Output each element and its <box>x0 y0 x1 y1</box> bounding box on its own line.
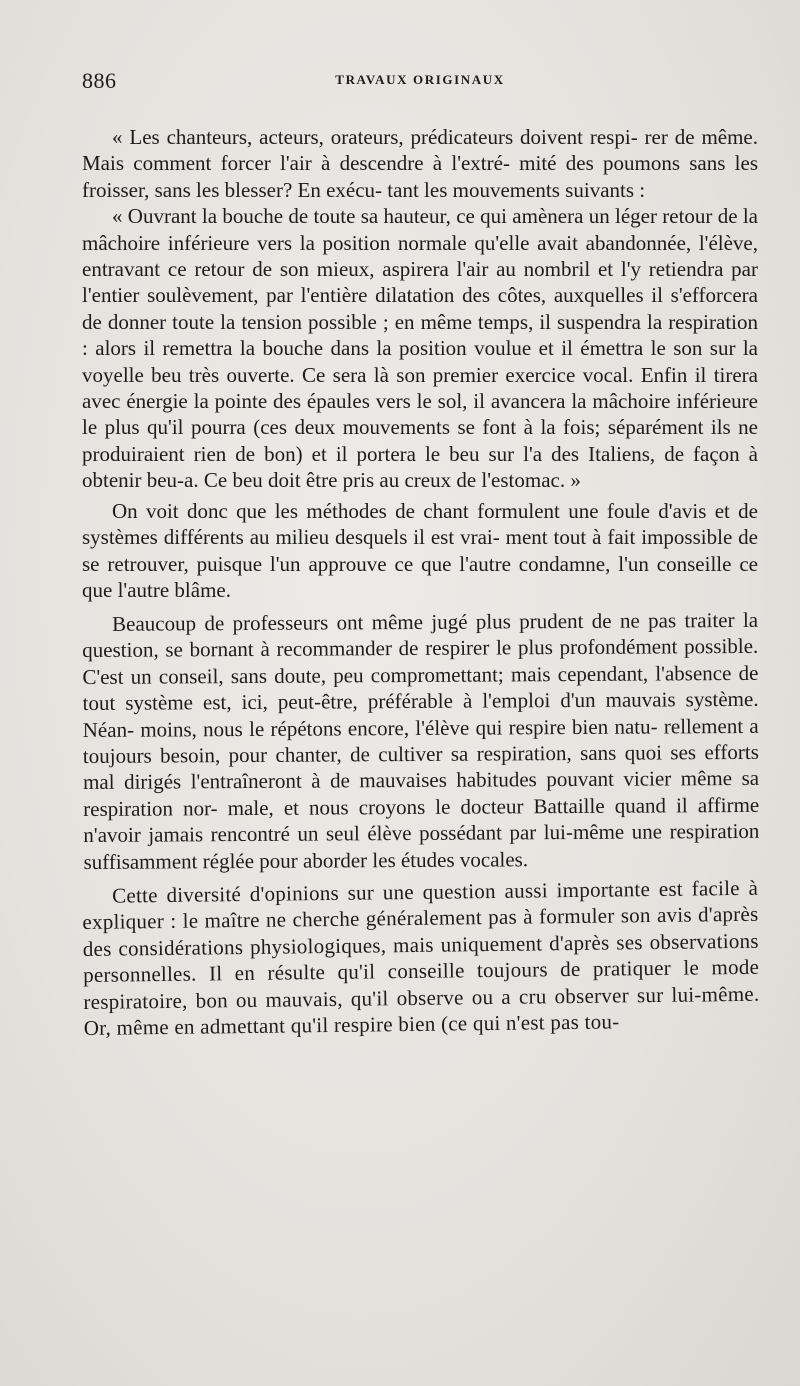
body-text <box>82 124 758 1042</box>
paragraph-methods: On voit donc que les méthodes de chant formulent une foule d'avis et de systèmes différents au milieu desquels il est vrai- ment tout à fait impossible de se retrouver, puisque l'un approuve ce que l'autre condamne, l'un conseille ce que l'autre blâme. <box>82 498 758 602</box>
page-header <box>82 66 758 106</box>
paragraph-quote-intro: « Les chanteurs, acteurs, orateurs, prédicateurs doivent respi- rer de même. Mais comment forcer l'air à descendre à l'extré- mité des poumons sans les froisser, sans les blesser? En exécu- tant les mouvements suivants : <box>82 125 758 202</box>
paragraph-professors: Beaucoup de professeurs ont même jugé plus prudent de ne pas traiter la question, se bornant à recommander de respirer le plus profondément possible. C'est un conseil, sans doute, peu compromettant; mais cependant, l'absence de tout système est, ici, peut-être, préférable à l'emploi d'un mauvais système. Néan- moins, nous le répétons encore, l'élève qui respire bien natu- rellement a toujours besoin, pour chanter, de cultiver sa respiration, sans quoi ses efforts mal dirigés l'entraîneront à de mauvaises habitudes pouvant vicier même sa respiration nor- male, et nous croyons le docteur Battaille quand il affirme n'avoir jamais rencontré un seul élève possédant par lui-même une respiration suffisamment réglée pour aborder les études vocales. <box>82 608 760 874</box>
paragraph-quote-exercise: « Ouvrant la bouche de toute sa hauteur, ce qui amènera un léger retour de la mâchoire inférieure vers la position normale qu'elle avait abandonnée, l'élève, entravant ce retour de son mieux, aspirera l'air au nombril et l'y retiendra par l'entier soulèvement, par l'entière dilatation des côtes, auxquelles il s'efforcera de donner toute la tension possible ; en même temps, il suspendra la respiration : alors il remettra la bouche dans la position voulue et il émettra le son sur la voyelle beu très ouverte. Ce sera là son premier exercice vocal. Enfin il tirera avec énergie la pointe des épaules vers le sol, il avancera la mâchoire inférieure le plus qu'il pourra (ces deux mouvements se font à la fois; séparément ils ne produiraient rien de bon) et il portera le beu sur l'a des Italiens, de façon à obtenir beu-a. Ce beu doit être pris au creux de l'estomac. » <box>82 204 758 493</box>
paragraph-diversity: Cette diversité d'opinions sur une question aussi importante est facile à expliquer : le maître ne cherche généralement pas à formuler son avis d'après des considérations physiologiques, mais uniquement d'après ses observations personnelles. Il en résulte qu'il conseille toujours de pratiquer le mode respiratoire, bon ou mauvais, qu'il observe ou a cru observer sur lui-même. Or, même en admettant qu'il respire bien (ce qui n'est pas tou- <box>82 876 760 1041</box>
running-head: TRAVAUX ORIGINAUX <box>335 72 505 87</box>
page-number: 886 <box>82 68 117 93</box>
